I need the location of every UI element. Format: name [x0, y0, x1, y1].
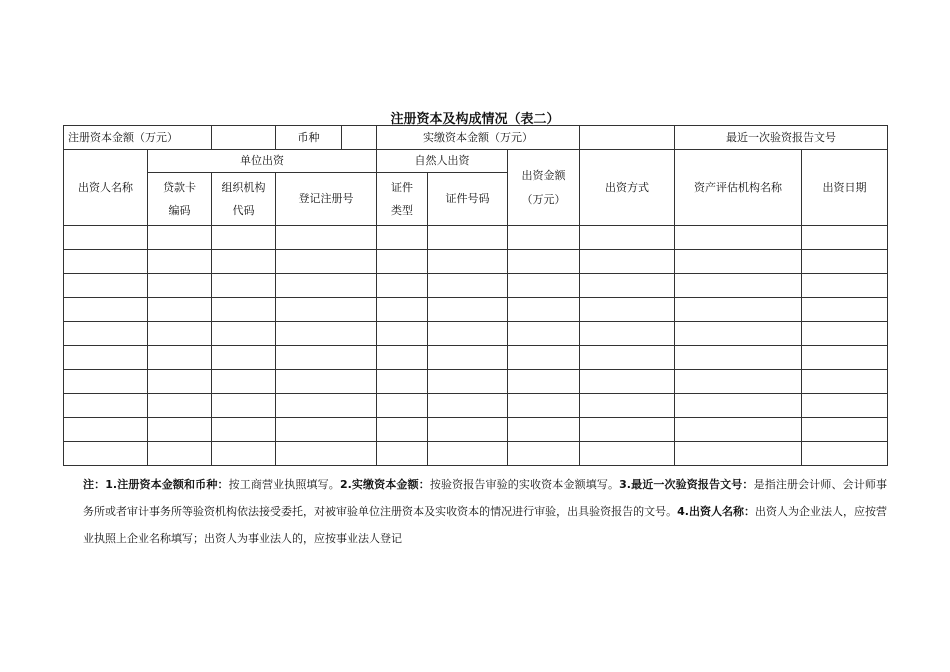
- paid-capital-value[interactable]: [580, 126, 675, 150]
- notes: [63, 471, 887, 552]
- table-cell[interactable]: [276, 298, 377, 322]
- table-cell[interactable]: [428, 226, 508, 250]
- table-cell[interactable]: [675, 442, 802, 466]
- table-cell[interactable]: [212, 274, 276, 298]
- reg-capital-value[interactable]: [212, 126, 276, 150]
- table-cell[interactable]: [508, 274, 580, 298]
- table-cell[interactable]: [377, 370, 428, 394]
- table-row: [64, 274, 888, 298]
- table-cell[interactable]: [377, 322, 428, 346]
- table-cell[interactable]: [428, 274, 508, 298]
- form-title: 注册资本及构成情况（表二）: [390, 112, 560, 127]
- table-cell[interactable]: [64, 370, 148, 394]
- table-cell[interactable]: [508, 394, 580, 418]
- table-cell[interactable]: [276, 346, 377, 370]
- currency-value[interactable]: [341, 126, 376, 149]
- table-cell[interactable]: [508, 370, 580, 394]
- table-cell[interactable]: [276, 370, 377, 394]
- table-cell[interactable]: [580, 394, 675, 418]
- table-cell[interactable]: [377, 442, 428, 466]
- table-cell[interactable]: [148, 226, 212, 250]
- table-cell[interactable]: [428, 394, 508, 418]
- paid-capital-label: 实缴资本金额（万元）: [377, 126, 580, 150]
- table-cell[interactable]: [580, 274, 675, 298]
- table-cell[interactable]: [276, 250, 377, 274]
- table-cell[interactable]: [675, 322, 802, 346]
- note-3-text: 是指注册会计师、会计师事务所或者审计事务所等验资机构依法接受委托，对被审验单位注册资本及实收资本的情况进行审验，出具验资报告的文号。: [83, 478, 888, 518]
- investor-name-header: 出资人名称: [64, 150, 148, 226]
- table-cell[interactable]: [428, 250, 508, 274]
- note-3-title: 3.最近一次验资报告文号：: [619, 478, 754, 491]
- table-cell[interactable]: [64, 418, 148, 442]
- data-rows: [64, 226, 888, 466]
- table-cell[interactable]: [64, 346, 148, 370]
- org-code-header: 组织机构 代码: [212, 173, 276, 226]
- table-cell[interactable]: [428, 418, 508, 442]
- table-cell[interactable]: [212, 250, 276, 274]
- table-cell[interactable]: [802, 370, 888, 394]
- currency-cell: [276, 126, 377, 150]
- loan-card-header: 贷款卡 编码: [148, 173, 212, 226]
- table-cell[interactable]: [377, 226, 428, 250]
- summary-row: [64, 126, 888, 150]
- capital-table: [63, 125, 888, 466]
- table-cell[interactable]: [64, 322, 148, 346]
- table-cell[interactable]: [377, 346, 428, 370]
- table-row: [64, 442, 888, 466]
- entity-invest-header: 单位出资: [148, 150, 377, 173]
- table-cell[interactable]: [212, 394, 276, 418]
- table-row: [64, 394, 888, 418]
- currency-label: 币种: [297, 130, 320, 144]
- table-row: [64, 370, 888, 394]
- table-cell[interactable]: [580, 298, 675, 322]
- table-row: [64, 418, 888, 442]
- table-cell[interactable]: [64, 298, 148, 322]
- table-cell[interactable]: [148, 322, 212, 346]
- table-cell[interactable]: [802, 298, 888, 322]
- table-row: [64, 346, 888, 370]
- amount-header: 出资金额 （万元）: [508, 150, 580, 226]
- table-cell[interactable]: [212, 370, 276, 394]
- table-cell[interactable]: [802, 322, 888, 346]
- method-header: 出资方式: [580, 150, 675, 226]
- note-2-text: 按验资报告审验的实收资本金额填写。: [429, 478, 620, 491]
- table-cell[interactable]: [276, 418, 377, 442]
- note-4-text: 出资人为企业法人，应按营业执照上企业名称填写；出资人为事业法人的，应按事业法人登记: [83, 505, 888, 545]
- table-cell[interactable]: [64, 442, 148, 466]
- note-1-text: 按工商营业执照填写。: [228, 478, 340, 491]
- table-cell[interactable]: [508, 226, 580, 250]
- notes-paragraph: 注：1.注册资本金额和币种：按工商营业执照填写。2.实缴资本金额：按验资报告审验的实收资本金额填写。3.最近一次验资报告文号：是指注册会计师、会计师事务所或者审计事务所等验资机构依法接受委托，对被审验单位注册资本及实收资本的情况进行审验，出具验资报告的文号。4.出资人名称：出资人为企业法人，应按营业执照上企业名称填写；出资人为事业法人的，应按事业法人登记: [83, 478, 888, 545]
- table-cell[interactable]: [428, 346, 508, 370]
- table-cell[interactable]: [580, 370, 675, 394]
- table-cell[interactable]: [428, 370, 508, 394]
- table-cell[interactable]: [148, 442, 212, 466]
- table-cell[interactable]: [148, 346, 212, 370]
- table-cell[interactable]: [802, 250, 888, 274]
- table-cell[interactable]: [675, 298, 802, 322]
- person-invest-header: 自然人出资: [377, 150, 508, 173]
- table-cell[interactable]: [276, 322, 377, 346]
- table-cell[interactable]: [508, 250, 580, 274]
- table-cell[interactable]: [377, 298, 428, 322]
- table-cell[interactable]: [675, 274, 802, 298]
- note-2-title: 2.实缴资本金额：: [339, 478, 430, 491]
- table-cell[interactable]: [148, 250, 212, 274]
- header-row-1: [64, 150, 888, 173]
- table-cell[interactable]: [276, 394, 377, 418]
- table-cell[interactable]: [508, 298, 580, 322]
- table-cell[interactable]: [580, 442, 675, 466]
- table-cell[interactable]: [580, 226, 675, 250]
- table-cell[interactable]: [508, 346, 580, 370]
- table-cell[interactable]: [580, 250, 675, 274]
- table-cell[interactable]: [64, 394, 148, 418]
- table-cell[interactable]: [802, 418, 888, 442]
- table-cell[interactable]: [428, 298, 508, 322]
- table-cell[interactable]: [377, 274, 428, 298]
- table-cell[interactable]: [802, 346, 888, 370]
- date-header: 出资日期: [802, 150, 888, 226]
- table-cell[interactable]: [428, 322, 508, 346]
- table-row: [64, 298, 888, 322]
- table-cell[interactable]: [802, 274, 888, 298]
- table-cell[interactable]: [580, 418, 675, 442]
- table-cell[interactable]: [212, 322, 276, 346]
- table-cell[interactable]: [148, 370, 212, 394]
- table-cell[interactable]: [508, 418, 580, 442]
- table-cell[interactable]: [64, 274, 148, 298]
- table-cell[interactable]: [675, 370, 802, 394]
- table-row: [64, 226, 888, 250]
- table-cell[interactable]: [675, 418, 802, 442]
- table-cell[interactable]: [148, 394, 212, 418]
- table-cell[interactable]: [148, 274, 212, 298]
- note-4-title: 4.出资人名称：: [677, 505, 755, 518]
- table-cell[interactable]: [212, 226, 276, 250]
- table-cell[interactable]: [675, 346, 802, 370]
- table-cell[interactable]: [64, 250, 148, 274]
- table-cell[interactable]: [675, 394, 802, 418]
- table-cell[interactable]: [276, 226, 377, 250]
- table-cell[interactable]: [580, 346, 675, 370]
- appraisal-org-header: 资产评估机构名称: [675, 150, 802, 226]
- table-cell[interactable]: [212, 418, 276, 442]
- table-cell[interactable]: [377, 418, 428, 442]
- id-no-header: 证件号码: [428, 173, 508, 226]
- table-cell[interactable]: [148, 418, 212, 442]
- note-1-title: 1.注册资本金额和币种：: [105, 478, 229, 491]
- table-cell[interactable]: [212, 346, 276, 370]
- table-row: [64, 250, 888, 274]
- table-cell[interactable]: [377, 250, 428, 274]
- table-cell[interactable]: [212, 298, 276, 322]
- report-no-label: 最近一次验资报告文号: [675, 126, 888, 150]
- reg-capital-label: 注册资本金额（万元）: [64, 126, 212, 150]
- table-cell[interactable]: [508, 322, 580, 346]
- table-cell[interactable]: [580, 322, 675, 346]
- table-row: [64, 322, 888, 346]
- table-cell[interactable]: [428, 442, 508, 466]
- table-cell[interactable]: [675, 226, 802, 250]
- id-type-header: 证件 类型: [377, 173, 428, 226]
- table-cell[interactable]: [377, 394, 428, 418]
- table-cell[interactable]: [802, 394, 888, 418]
- table-cell[interactable]: [802, 442, 888, 466]
- table-cell[interactable]: [148, 298, 212, 322]
- table-cell[interactable]: [64, 226, 148, 250]
- table-cell[interactable]: [802, 226, 888, 250]
- table-cell[interactable]: [276, 274, 377, 298]
- table-cell[interactable]: [212, 442, 276, 466]
- table-cell[interactable]: [276, 442, 377, 466]
- table-cell[interactable]: [508, 442, 580, 466]
- table-cell[interactable]: [675, 250, 802, 274]
- reg-no-header: 登记注册号: [276, 173, 377, 226]
